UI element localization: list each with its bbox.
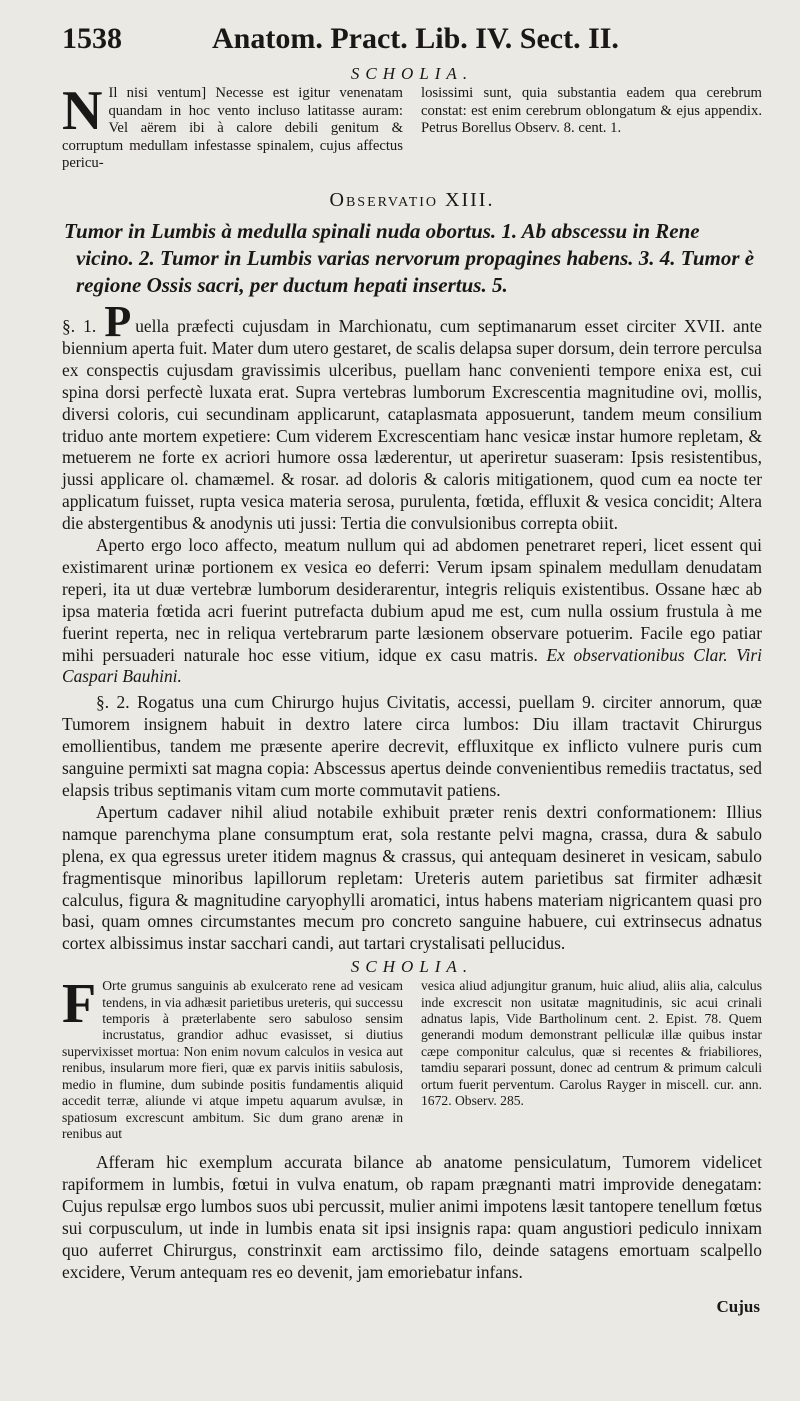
scholia-top-col2: losissimi sunt, quia substantia eadem qua cerebrum constat: est enim cerebrum oblongatum & ejus appendix. Petrus Borellus Observ. 8. cent. 1. bbox=[421, 85, 762, 137]
observation-summary: Tumor in Lumbis à medulla spinali nuda obortus. 1. Ab abscessu in Rene vicino. 2. Tumor in Lumbis varias nervorum propagines habens. 3. 4. Tumor è regione Ossis sacri, per ductum hepati insertus. 5. bbox=[64, 218, 755, 297]
running-head: Anatom. Pract. Lib. IV. Sect. II. bbox=[212, 22, 619, 55]
scholia-mid-block bbox=[62, 973, 762, 1142]
page-number: 1538 bbox=[62, 22, 122, 55]
section1-para1 bbox=[62, 296, 762, 535]
section2-para2: Apertum cadaver nihil aliud notabile exhibuit præter renis dextri conformationem: Illius namque parenchyma plane consumptum erat, sola restante pelvi magna, crassa, dura & sabulo plena, ex qua egressus ureter itidem magnus & crassus, qui antequam desineret in vesicam, sabulo fragmentisque minoribus lapillorum repletam: Ureteris autem parietibus sat firmiter adhæsit calculus, figura & magnitudine caryophylli aromatici, intus habens materiam nigricantem quasi pro basi, quam omnes circumstantes mecum pro concreto sanguine habuere, cui extrinsecus adnatus cortex albissimus instar sacchari candi, aut tartari crystalisati pellucidus. bbox=[62, 801, 762, 954]
catchword: Cujus bbox=[716, 1297, 760, 1316]
section1-label: §. 1. bbox=[62, 315, 97, 336]
scholia-heading-mid: SCHOLIA. bbox=[350, 957, 474, 977]
page-header bbox=[62, 22, 762, 62]
dropcap-p: P bbox=[104, 296, 132, 346]
scholia-heading-top: SCHOLIA. bbox=[350, 64, 474, 83]
scholia-mid-col1-text: Orte grumus sanguinis ab exulcerato rene ad vesicam tendens, in via adhæsit parietibus ureteris, qui successu temporis à præterlabente sero sabuloso sensim incrustatus, grandior adhuc evasisset, si diutius supervixisset mortua: Non enim novum calculos in vesica aut renibus, insularum more fieri, quæ ex parvis initiis sabulosis, medio in flumine, dum subinde positis fundamentis aliquid accedit terræ, aliunde vi atque impetu aquarum avulsæ, in spatiosum excrescunt ambitum. Sic dum grano arenæ in renibus aut bbox=[62, 978, 403, 1141]
section1-para2 bbox=[62, 535, 762, 688]
dropcap-n: N bbox=[62, 80, 103, 142]
section-1 bbox=[62, 296, 762, 688]
scholia-mid-col1 bbox=[62, 973, 403, 1142]
observation-title: Observatio XIII. bbox=[329, 188, 495, 211]
section2-para1 bbox=[62, 692, 762, 802]
section1-source: Ex observationibus Clar. Viri Caspari Bauhini. bbox=[62, 644, 762, 687]
section2-label: §. 2. bbox=[96, 692, 130, 713]
section1-para2-text: Aperto ergo loco affecto, meatum nullum qui ad abdomen penetraret reperi, licet essent qui existimarent urinæ portionem ex vesica eo deferri: Verum ipsam spinalem medullam denudatam reperi, ita ut duæ vertebræ lumborum desiderarentur, integris reliquis existentibus. Ossane hæc ab ipsa materia fœtida acri fuerint putrefacta dubium apud me est, cum nulla ossium frustula à me fuerint reperta, nec in reliqua vertebrarum parte læsionem observare potuerim. Facile ego patiar mihi persuaderi naturale hoc esse vitium, idque ex casu matris. bbox=[62, 535, 762, 665]
scholia-top-col1-text: Il nisi ventum] Necesse est igitur venenatam quandam in hoc vento incluso latitasse auram: Vel aërem ibi à calore debili genitum & corruptum medullam infestasse spinalem, cujus affectus pericu- bbox=[62, 85, 403, 172]
scholia-top-col1 bbox=[62, 80, 403, 173]
scholia-mid-col2: vesica aliud adjungitur granum, huic aliud, aliis alia, calculus inde excrescit non usitatæ magnitudinis, sic acui crinali adnatus lapis, Vide Bartholinum cent. 2. Epist. 78. Quem generandi modum demonstrant pelliculæ illæ quibus instar cæpe componitur calculus, quæ si recentes & friabiliores, tamdiu separari possunt, donec ad centrum & primum calculi ortum fuerit perventum. Carolus Rayger in miscell. cur. ann. 1672. Observ. 285. bbox=[421, 978, 762, 1109]
section2-para1-text: Rogatus una cum Chirurgo hujus Civitatis, accessi, puellam 9. circiter annorum, quæ Tumorem insignem habuit in dextro latere circa lumbos: Diu illam tractavit Chirurgus emollientibus, tandem me præsente aperire decrevit, effluxitque ex inflicto vulnere puris cum sanguine permixti sat magna copia: Abscessus apertus deinde convenientibus remediis tractatus, sed elapsis tribus septimanis vitam cum morte commutavit patiens. bbox=[62, 692, 762, 800]
scholia-top-block bbox=[62, 80, 762, 173]
final-paragraph: Afferam hic exemplum accurata bilance ab anatome pensiculatum, Tumorem videlicet rapiformem in lumbis, fœtui in vulva enatum, ob rapam prægnanti matri improvide denegatam: Cujus repulsæ ergo lumbos suos ubi percussit, mulier animi impotens læsit tantopere tenellum fœtus sui corpusculum, ut inde in lumbis enata sit ipsi insignis rapa: quam angustiori pediculo innixam quo auferret Chirurgus, constrinxit eam arctissimo filo, deinde satagens emortuam scalpello excidere, Verum antequam res eo devenit, jam emoriebatur infans. bbox=[62, 1152, 762, 1282]
section1-para1-text: uella præfecti cujusdam in Marchionatu, cum septimanarum esset circiter XVII. ante biennium aperta fuit. Mater dum utero gestaret, de scalis delapsa super dorsum, dein terrore perculsa ex conspectis cujusdam gravissimis ulceribus, puellam hanc convenienti tempore enixa est, cui spina dorsi perfectè luxata erat. Supra vertebras lumborum Excrescentia magnitudine ovi, mollis, diversi coloris, cui secundinam applicarunt, cataplasmata apposuerunt, tandem meum consilium triduo ante mortem expetiere: Cum viderem Excrescentiam hanc vesicæ instar humore repletam, & metuerem ne forte ex acriori humore ossa læderentur, ut aperiretur suaseram: Ipsis resistentibus, jussi applicare ol. chamæmel. & rosar. ad doloris & caloris mitigationem, quod cum ea nocte ter applicatum fuisset, rupta vesica materia serosa, purulenta, fœtida, effluxit & vesica concidit; Altera die abstergentibus & anodynis uti jussi: Tertia die convulsionibus correpta obiit. bbox=[62, 315, 762, 534]
dropcap-f: F bbox=[62, 973, 97, 1036]
section-2 bbox=[62, 692, 762, 955]
